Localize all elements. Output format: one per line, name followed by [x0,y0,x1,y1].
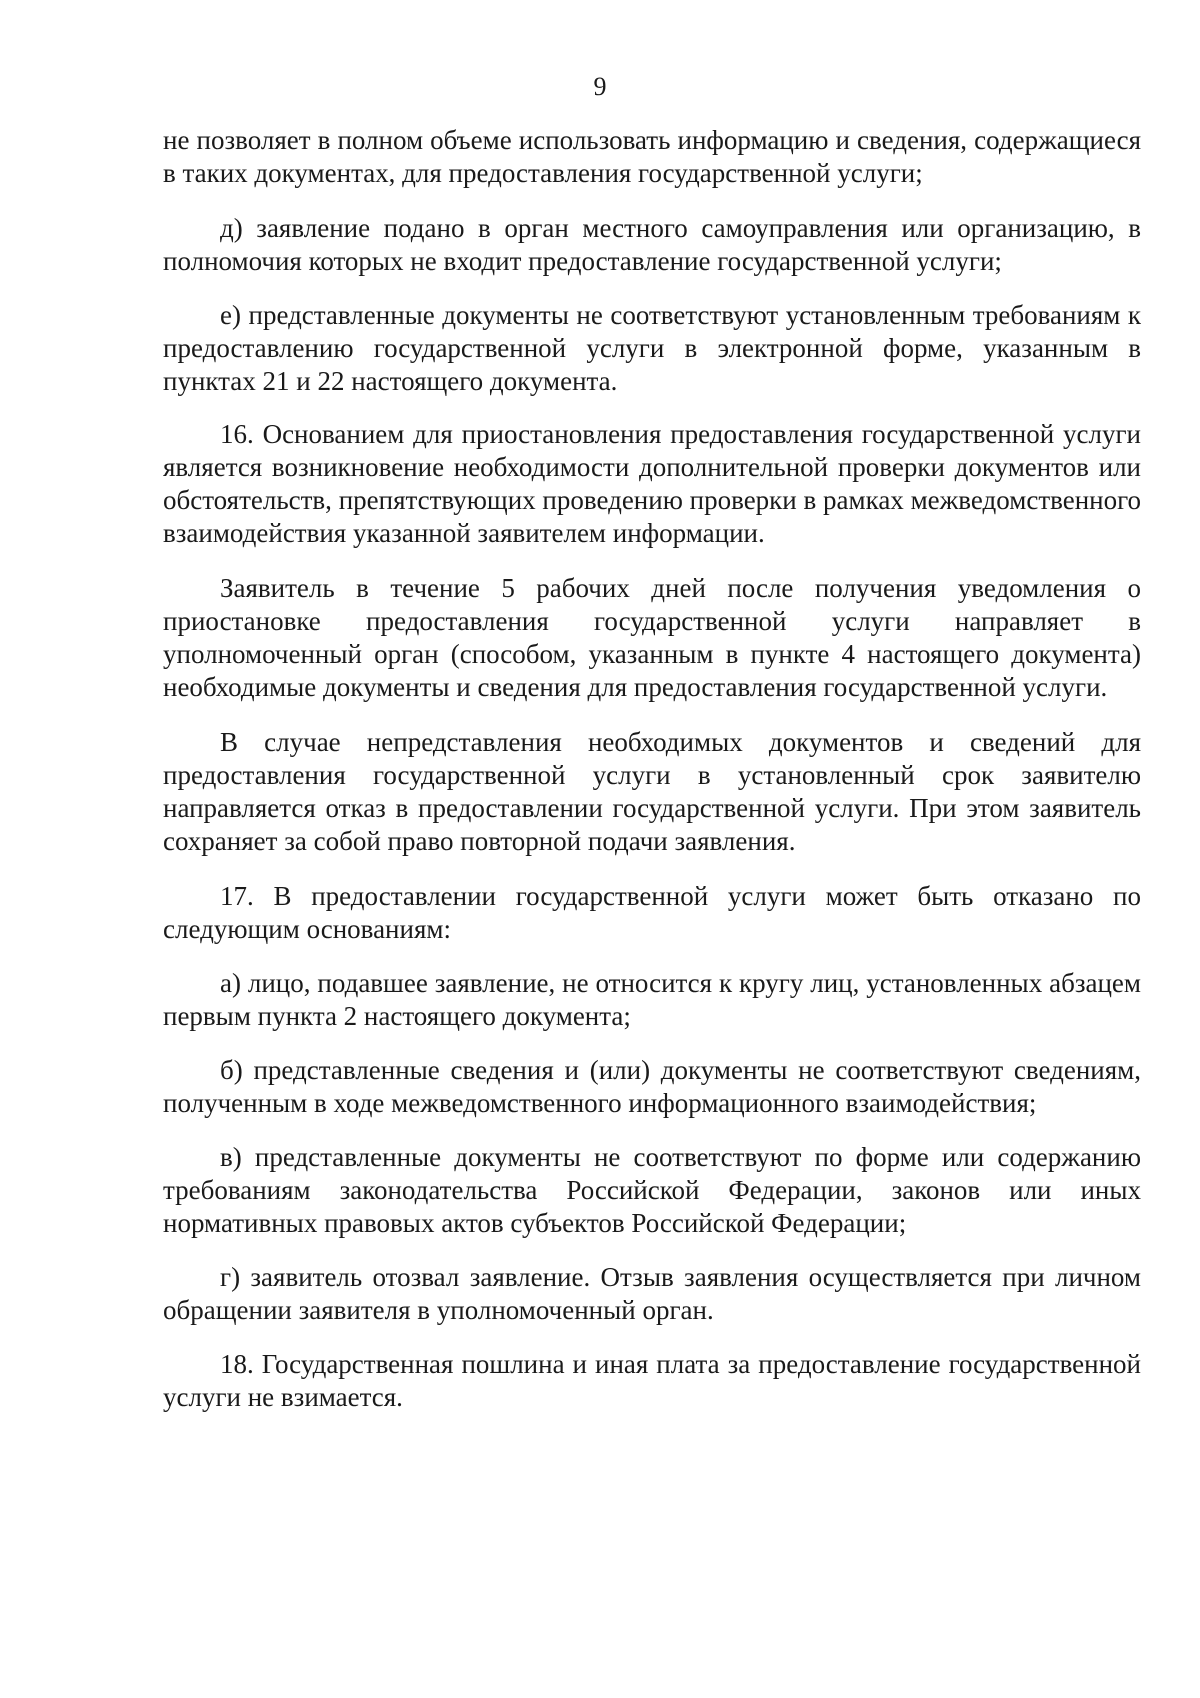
page-number: 9 [593,72,607,101]
paragraph-clause-18: 18. Государственная пошлина и иная плата за предоставление государственной услуги не взимается. [163,1349,1141,1412]
paragraph-clause-16: 16. Основанием для приостановления предоставления государственной услуги является возникновение необходимости дополнительной проверки документов или обстоятельств, препятствующих проведению проверки в рамках межведомственного взаимодействия указанной заявителем информации. [163,419,1141,548]
paragraph-item-a: а) лицо, подавшее заявление, не относится к кругу лиц, установленных абзацем первым пункта 2 настоящего документа; [163,968,1141,1031]
paragraph-clause-16-notice: Заявитель в течение 5 рабочих дней после получения уведомления о приостановке предоставления государственной услуги направляет в уполномоченный орган (способом, указанным в пункте 4 настоящего документа) необходимые документы и сведения для предоставления государственной услуги. [163,573,1141,702]
paragraph-item-g: г) заявитель отозвал заявление. Отзыв заявления осуществляется при личном обращении заявителя в уполномоченный орган. [163,1262,1141,1325]
paragraph-item-e: е) представленные документы не соответствуют установленным требованиям к предоставлению государственной услуги в электронной форме, указанным в пунктах 21 и 22 настоящего документа. [163,300,1141,396]
document-body [163,124,1141,1414]
paragraph-clause-16-refusal: В случае непредставления необходимых документов и сведений для предоставления государственной услуги в установленный срок заявителю направляется отказ в предоставлении государственной услуги. При этом заявитель сохраняет за собой право повторной подачи заявления. [163,727,1141,856]
paragraph-item-d: д) заявление подано в орган местного самоуправления или организацию, в полномочия которых не входит предоставление государственной услуги; [163,213,1141,276]
paragraph-item-b: б) представленные сведения и (или) документы не соответствуют сведениям, полученным в ходе межведомственного информационного взаимодействия; [163,1055,1141,1118]
paragraph-clause-17: 17. В предоставлении государственной услуги может быть отказано по следующим основаниям: [163,881,1141,944]
paragraph-item-v: в) представленные документы не соответствуют по форме или содержанию требованиям законодательства Российской Федерации, законов или иных нормативных правовых актов субъектов Российской Федерации; [163,1142,1141,1238]
paragraph-continuation: не позволяет в полном объеме использовать информацию и сведения, содержащиеся в таких документах, для предоставления государственной услуги; [163,125,1141,188]
